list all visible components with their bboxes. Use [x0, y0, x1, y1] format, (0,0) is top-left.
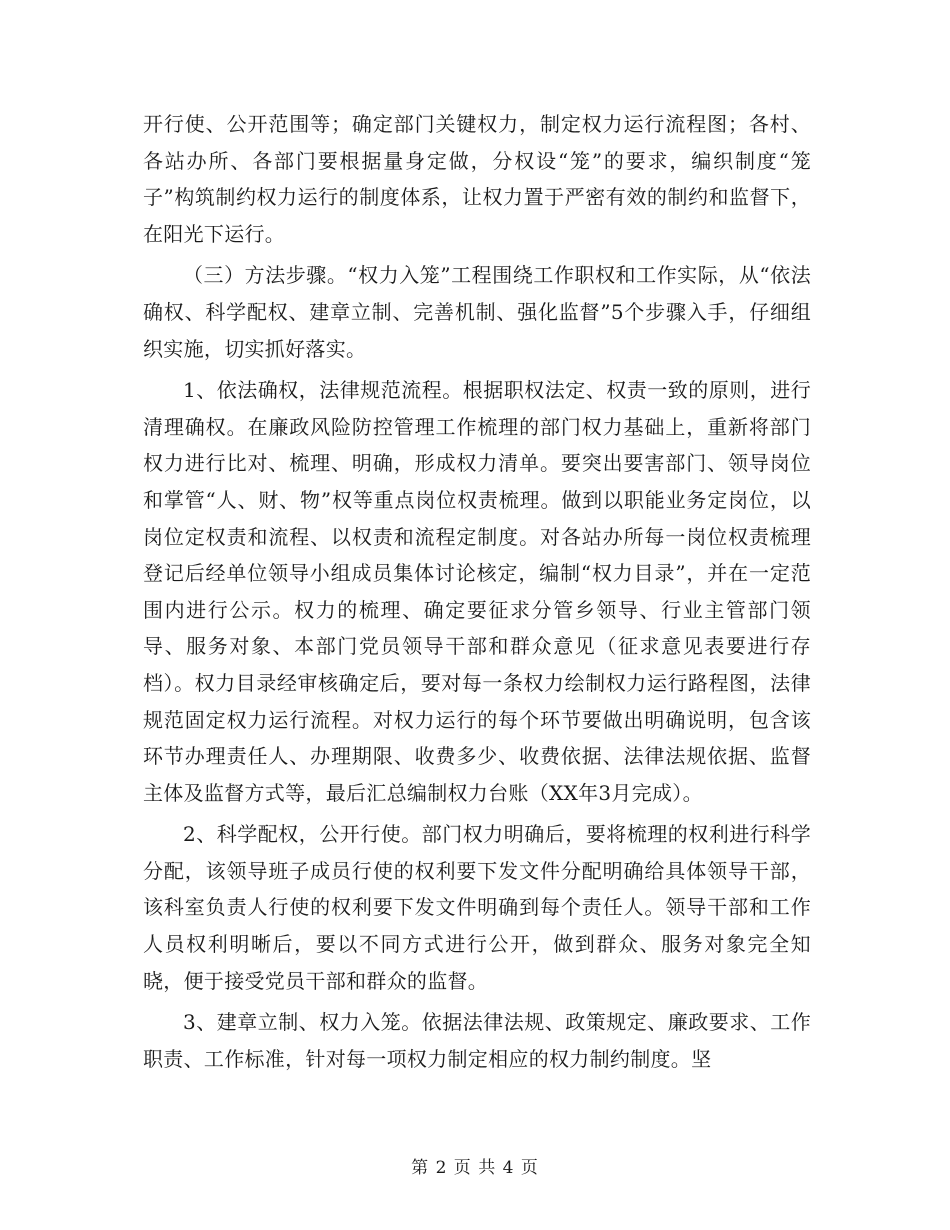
paragraph-method-steps: （三）方法步骤。“权力入笼”工程围绕工作职权和工作实际，从“依法确权、科学配权、建章立制、完善机制、强化监督”5个步骤入手，仔细组织实施，切实抓好落实。 [143, 263, 811, 361]
paragraph-step-1: 1、依法确权，法律规范流程。根据职权法定、权责一致的原则，进行清理确权。在廉政风险防控管理工作梳理的部门权力基础上，重新将部门权力进行比对、梳理、明确，形成权力清单。要突出要害部门、领导岗位和掌管“人、财、物”权等重点岗位权责梳理。做到以职能业务定岗位，以岗位定权责和流程、以权责和流程定制度。对各站办所每一岗位权责梳理登记后经单位领导小组成员集体讨论核定，编制“权力目录”，并在一定范围内进行公示。权力的梳理、确定要征求分管乡领导、行业主管部门领导、服务对象、本部门党员领导干部和群众意见（征求意见表要进行存档）。权力目录经审核确定后，要对每一条权力绘制权力运行路程图，法律规范固定权力运行流程。对权力运行的每个环节要做出明确说明，包含该环节办理责任人、办理期限、收费多少、收费依据、法律法规依据、监督主体及监督方式等，最后汇总编制权力台账（XX年3月完成）。 [143, 378, 811, 805]
paragraph-continuation: 开行使、公开范围等；确定部门关键权力，制定权力运行流程图；各村、各站办所、各部门要根据量身定做，分权设“笼”的要求，编织制度“笼子”构筑制约权力运行的制度体系，让权力置于严密有效的制约和监督下，在阳光下运行。 [143, 112, 811, 246]
page-number-footer: 第 2 页 共 4 页 [411, 1158, 539, 1178]
paragraph-step-3: 3、建章立制、权力入笼。依据法律法规、政策规定、廉政要求、工作职责、工作标准，针对每一项权力制定相应的权力制约制度。坚 [143, 1010, 811, 1071]
paragraph-step-2: 2、科学配权，公开行使。部门权力明确后，要将梳理的权利进行科学分配，该领导班子成员行使的权利要下发文件分配明确给具体领导干部，该科室负责人行使的权利要下发文件明确到每个责任人。领导干部和工作人员权利明晰后，要以不同方式进行公开，做到群众、服务对象完全知晓，便于接受党员干部和群众的监督。 [143, 822, 811, 993]
document-body [143, 106, 811, 1077]
